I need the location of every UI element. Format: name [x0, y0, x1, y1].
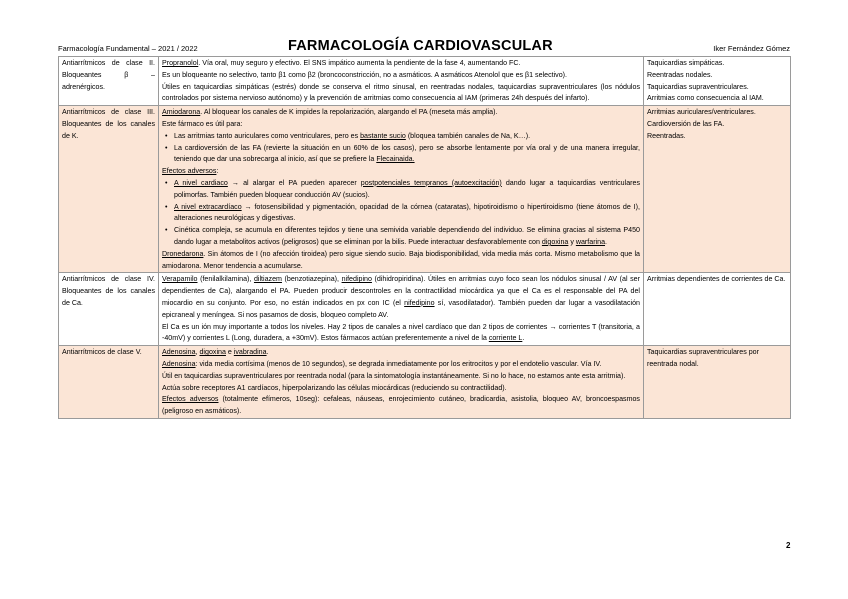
- adverse-effects-heading: Efectos adversos: [162, 395, 219, 404]
- table-row: [59, 57, 791, 106]
- indications-cell: Taquicardias simpáticas. Reentradas nodales. Taquicardias supraventriculares. Arritmias como consecuencia al IAM.: [644, 57, 791, 106]
- course-label: Farmacología Fundamental – 2021 / 2022: [58, 44, 198, 53]
- drug-name: Amiodarona: [162, 108, 201, 117]
- drug-name: Propranolol: [162, 59, 199, 67]
- table-row: [59, 106, 791, 273]
- class-cell: Antiarrítmicos de clase II. Bloqueantes β – adrenérgicos.: [59, 57, 159, 106]
- class-cell: Antiarrítmicos de clase III. Bloqueantes de los canales de K.: [59, 106, 159, 273]
- uses-list: [162, 131, 640, 166]
- list-item: • A nivel extracardíaco → fotosensibilidad y pigmentación, opacidad de la córnea (cataratas), hipotiroidismo o hipertiroidismo (tiene átomos de I), alteraciones neurológicas y digestivas.: [174, 202, 640, 226]
- indications-cell: Arritmias auriculares/ventriculares. Cardioversión de las FA. Reentradas.: [644, 106, 791, 273]
- description-cell: Adenosina, digoxina e ivabradina. Adenosina: vida media cortísima (menos de 10 segundos), se degrada inmediatamente por los eritrocitos y por el endotelio vascular. Vía IV. Útil en taquicardias supraventriculares por reentrada nodal (para la sintomatología instantáneamente. Si no lo hace, no estamos ante esta arritmia). Actúa sobre receptores A1 cardíacos, hiperpolarizando las células miocárdicas (reduciendo su contractilidad). Efectos adversos (totalmente efímeros, 10seg): cefaleas, náuseas, enrojecimiento cutáneo, bradicardia, asistolia, bloqueo AV, broncoespasmos (peligroso en asmáticos).: [159, 346, 644, 419]
- description-cell: Verapamilo (fenilalkilamina), diltiazem (benzotiazepina), nifedipino (dihidropiridina). Útiles en arritmias cuyo foco sean los nódulos sinusal / AV (al ser dependientes de Ca), alargando el PA. Pueden producir descontroles en la contractilidad miocárdica ya que el Ca es el responsable del PA del miocardio en su conjunto. Por eso, no están indicados en px con IC (el nifedipino sí, vasodilatador). También pueden dar lugar a vasodilatación epicraneal y meníngea. Si nos pasamos de dosis, bloqueo completo AV. El Ca es un ión muy importante a todos los niveles. Hay 2 tipos de canales a nivel cardíaco que dan 2 tipos de corrientes → corrientes T (transitoria, a -40mV) y corrientes L (Long, duradera, a +30mV). Estos fármacos actúan preferentemente a nivel de la corriente L.: [159, 273, 644, 346]
- description-cell: Propranolol. Vía oral, muy seguro y efectivo. El SNS impático aumenta la pendiente de la fase 4, aumentando FC. Es un bloqueante no selectivo, tanto β1 como β2 (broncoconstricción, no a asmáticos. A asmáticos Atenolol que es β1 selectivo). Útiles en taquicardias simpáticas (estrés) donde se conserva el ritmo sinusal, en reentradas nodales, taquicardias supraventriculares (los nódulos controlados por sistema nervioso autónomo) y la prevención de arritmias como consecuencia al IAM (primeras 24h después del infarto).: [159, 57, 644, 106]
- class-cell: Antiarrítmicos de clase V.: [59, 346, 159, 419]
- adverse-effects-heading: Efectos adversos: [162, 167, 217, 176]
- page-title: FARMACOLOGÍA CARDIOVASCULAR: [288, 38, 553, 54]
- class-cell: Antiarrítmicos de clase IV. Bloqueantes de los canales de Ca.: [59, 273, 159, 346]
- description-cell: Amiodarona. Al bloquear los canales de K impides la repolarización, alargando el PA (meseta más amplia). Este fármaco es útil para: • Las arritmias tanto auriculares como ventriculares, pero es bastante sucio (bloquea también canales de Na, K…). • La cardioversión de las FA (revierte la situación en un 60% de los casos), pero se absorbe lentamente por vía oral y de una manera irregular, teniendo que dar una sobrecarga al inicio, así que se prefiere la Flecainaida. Efectos adversos: • A nivel cardiaco → al alargar el PA pueden aparecer postpotenciales tempranos (autoexcitación) dando lugar a taquicardias ventriculares polimorfas. También pueden bloquear conducción AV (sucios). • A nivel extracardíaco → fotosensibilidad y pigmentación, opacidad de la córnea (cataratas), hipotiroidismo o hipertiroidismo (tiene átomos de I), alteraciones neurológicas y digestivas. • Cinética compleja, se acumula en diferentes tejidos y tiene una semivida variable dependiendo del individuo. Se elimina gracias al sistema P450 dando lugar a metabolitos activos (peligrosos) que se eliminan por la bilis. Puede interactuar desfavorablemente con digoxina y warfarina. Dronedarona. Sin átomos de I (no afección tiroidea) pero sigue siendo sucio. Baja biodisponibilidad, vida media más corta. Mismo metabolismo que la amiodarona. Menor tendencia a acumularse.: [159, 106, 644, 273]
- page-number: 2: [786, 541, 791, 550]
- page-header: [58, 38, 790, 56]
- table-row: [59, 346, 791, 419]
- list-item: • Las arritmias tanto auriculares como ventriculares, pero es bastante sucio (bloquea también canales de Na, K…).: [174, 131, 640, 143]
- indications-cell: Arritmias dependientes de corrientes de Ca.: [644, 273, 791, 346]
- list-item: • La cardioversión de las FA (revierte la situación en un 60% de los casos), pero se absorbe lentamente por vía oral y de una manera irregular, teniendo que dar una sobrecarga al inicio, así que se prefiere la Flecainaida.: [174, 143, 640, 167]
- indications-cell: Taquicardias supraventriculares por reentrada nodal.: [644, 346, 791, 419]
- table-row: [59, 273, 791, 346]
- drug-name: Adenosina: [162, 359, 196, 368]
- list-item: • A nivel cardiaco → al alargar el PA pueden aparecer postpotenciales tempranos (autoexcitación) dando lugar a taquicardias ventriculares polimorfas. También pueden bloquear conducción AV (sucios).: [174, 178, 640, 202]
- antiarrhythmics-table: [58, 56, 791, 419]
- drug-name: Dronedarona: [162, 249, 204, 258]
- author-name: Iker Fernández Gómez: [713, 44, 790, 53]
- adverse-effects-list: [162, 178, 640, 249]
- list-item: • Cinética compleja, se acumula en diferentes tejidos y tiene una semivida variable dependiendo del individuo. Se elimina gracias al sistema P450 dando lugar a metabolitos activos (peligrosos) que se eliminan por la bilis. Puede interactuar desfavorablemente con digoxina y warfarina.: [174, 225, 640, 249]
